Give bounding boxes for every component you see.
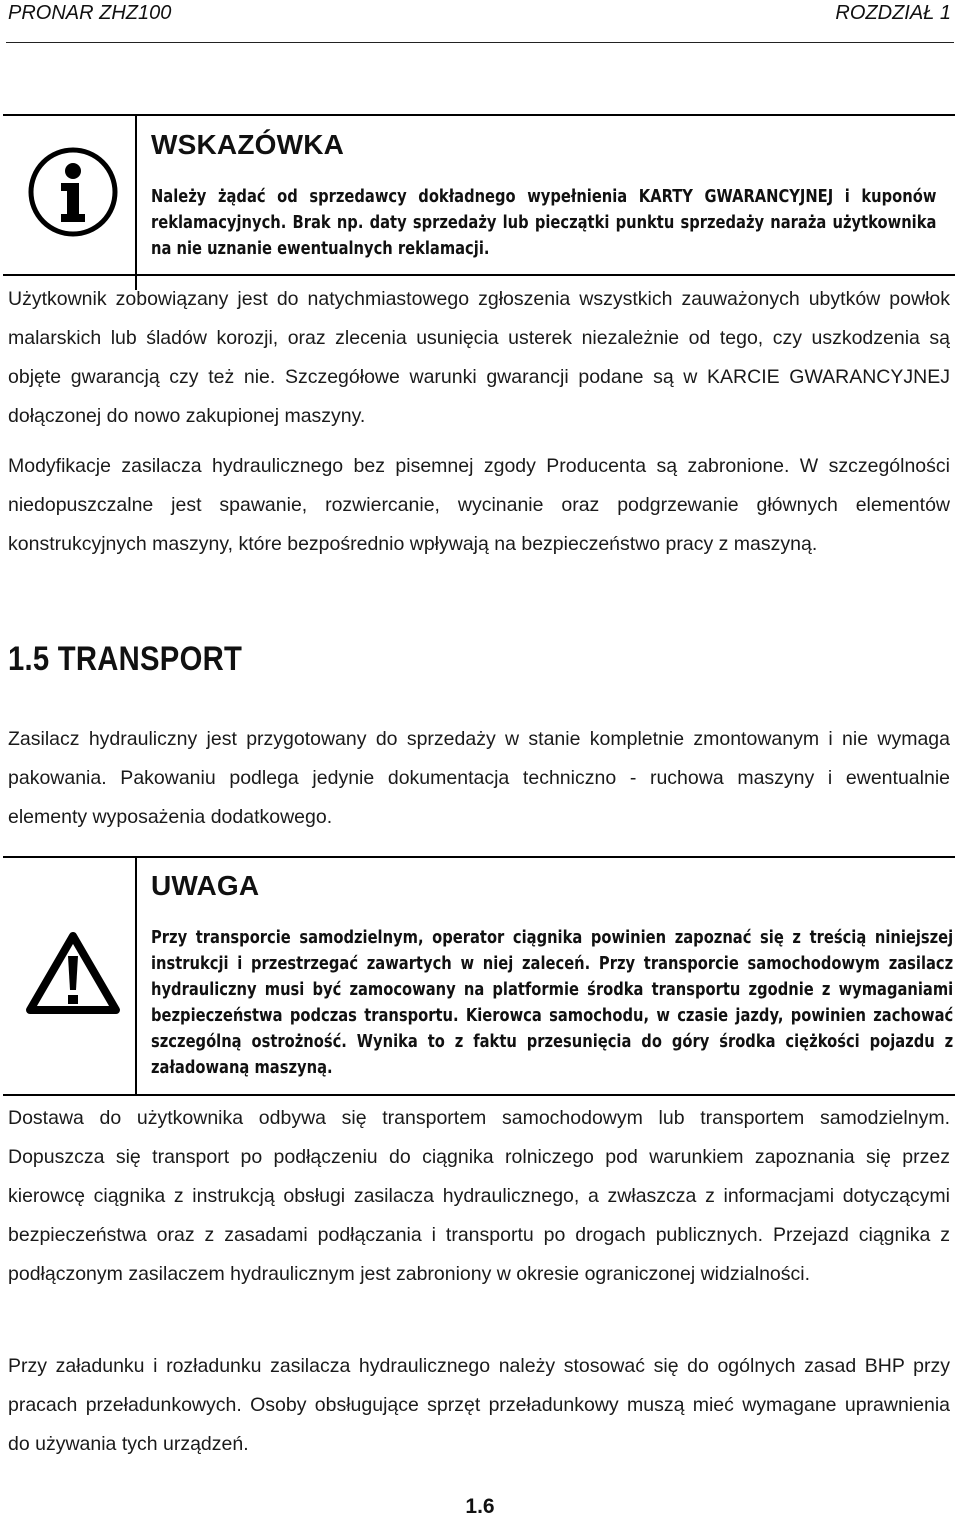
warning-box — [3, 856, 955, 1096]
warning-icon-cell — [3, 858, 137, 1094]
warning-title: UWAGA — [151, 870, 260, 901]
header-chapter: ROZDZIAŁ 1 — [835, 2, 951, 24]
paragraph-modifications: Modyfikacje zasilacza hydraulicznego bez pisemnej zgody Producenta są zabronione. W szczególności niedopuszczalne jest spawanie, rozwiercanie, wycinanie oraz podgrzewanie głównych elementów konstrukcyjnych maszyny, które bezpośrednio wpływają na bezpieczeństwo pracy z maszyną. — [8, 455, 950, 555]
paragraph-delivery: Dostawa do użytkownika odbywa się transportem samochodowym lub transportem samodzielnym. Dopuszcza się transport po podłączeniu do ciągnika rolniczego pod warunkiem zapoznania się przez kierowcę ciągnika z instrukcją obsługi zasilacza hydraulicznego, a zwłaszcza z informacjami dotyczącymi bezpieczeństwa oraz z zasadami podłączania i transportu po drogach publicznych. Przejazd ciągnika z podłączonym zasilaczem hydraulicznym jest zabroniony w okresie ograniczonej widzialności. — [8, 1107, 950, 1285]
header-document-title: PRONAR ZHZ100 — [8, 2, 172, 24]
paragraph-warranty-report: Użytkownik zobowiązany jest do natychmiastowego zgłoszenia wszystkich zauważonych ubytków powłok malarskich lub śladów korozji, oraz zlecenia usunięcia usterek niezależnie od tego, czy uszkodzenia są objęte gwarancją czy też nie. Szczegółowe warunki gwarancji podane są w KARCIE GWARANCYJNEJ dołączonej do nowo zakupionej maszyny. — [8, 288, 950, 427]
paragraph-packaging: Zasilacz hydrauliczny jest przygotowany do sprzedaży w stanie kompletnie zmontowanym i nie wymaga pakowania. Pakowaniu podlega jedynie dokumentacja techniczno - ruchowa maszyny i ewentualnie elementy wyposażenia dodatkowego. — [8, 728, 950, 828]
page-number: 1.6 — [465, 1495, 495, 1518]
note-title: WSKAZÓWKA — [151, 129, 345, 160]
note-icon-cell — [3, 116, 137, 290]
warning-text: Przy transporcie samodzielnym, operator ciągnika powinien zapoznać się z treścią niniejszej instrukcji i przestrzegać zawartych w niej zaleceń. Przy transporcie samochodowym zasilacz hydrauliczny musi być zamocowany na platformie środka transportu zgodnie z wymaganiami bezpieczeństwa podczas transportu. Kierowca samochodu, w czasie jazdy, powinien zachować szczególną ostrożność. Wynika to z faktu przesunięcia do góry środka ciężkości pojazdu z załadowaną maszyną. — [151, 928, 954, 1078]
warning-triangle-icon — [3, 858, 135, 1094]
paragraph-loading: Przy załadunku i rozładunku zasilacza hydraulicznego należy stosować się do ogólnych zasad BHP przy pracach przeładunkowych. Osoby obsługujące sprzęt przeładunkowy muszą mieć wymagane uprawnienia do używania tych urządzeń. — [8, 1355, 950, 1455]
note-text: Należy żądać od sprzedawcy dokładnego wypełnienia KARTY GWARANCYJNEJ i kuponów reklamacyjnych. Brak np. daty sprzedaży lub pieczątki punktu sprzedaży naraża użytkownika na nie uznanie ewentualnych reklamacji. — [151, 187, 937, 259]
note-box — [3, 114, 955, 276]
header-divider — [6, 42, 954, 43]
info-icon — [3, 116, 135, 288]
section-title: 1.5 TRANSPORT — [8, 640, 243, 678]
